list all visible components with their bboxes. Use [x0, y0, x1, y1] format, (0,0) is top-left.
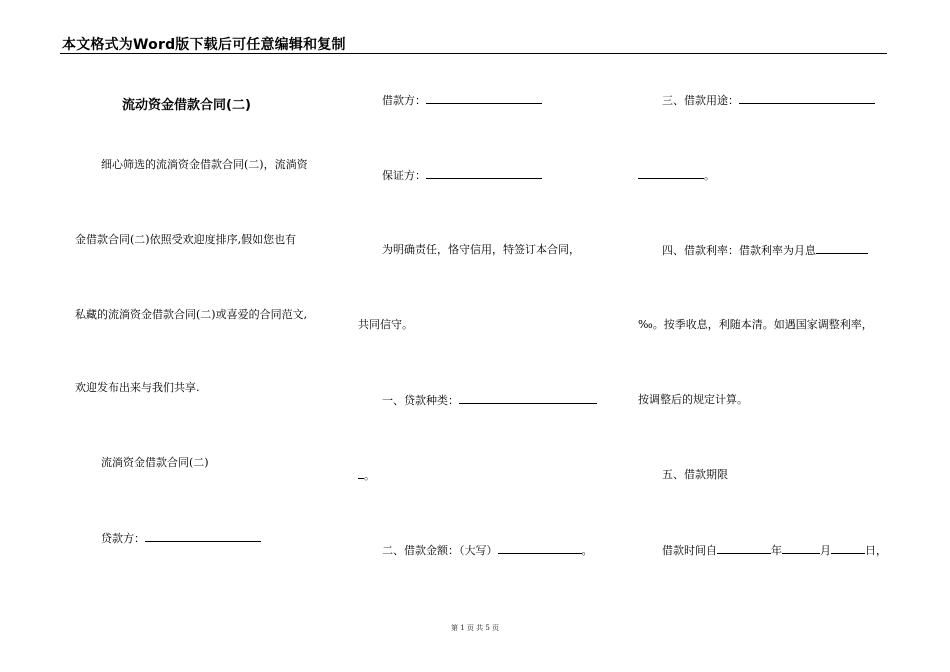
year-blank: [717, 543, 771, 554]
loan-purpose-line: [662, 93, 875, 108]
month-blank: [782, 543, 820, 554]
loan-type-line: [382, 393, 597, 408]
header-rule: [60, 53, 887, 54]
intro-line-1: 细心筛选的流淌资金借款合同(二)，流淌资: [101, 158, 308, 171]
borrower-blank: [426, 93, 542, 104]
loan-type-cont: [358, 468, 375, 483]
loan-type-blank: [459, 393, 597, 404]
borrower-label: 借款方：: [382, 94, 426, 107]
lender-blank: [145, 531, 261, 542]
guarantor-blank: [426, 168, 542, 179]
loan-amount-line: [382, 543, 593, 558]
page-footer: 第 1 页 共 5 页: [450, 624, 500, 632]
purpose-line-2: 共同信守。: [358, 318, 413, 331]
intro-line-3: 私藏的流淌资金借款合同(二)或喜爱的合同范文,: [75, 308, 308, 321]
loan-amount-label: 二、借款金额：（大写）: [382, 544, 498, 557]
day-label: 日，: [865, 544, 887, 557]
loan-purpose-end: 。: [704, 169, 715, 182]
lender-label: 贷款方：: [101, 532, 145, 545]
guarantor-label: 保证方：: [382, 169, 426, 182]
column-1: [75, 60, 325, 620]
contract-subtitle: 流淌资金借款合同(二): [101, 456, 209, 469]
lender-line: [101, 531, 261, 546]
column-2: [358, 60, 608, 620]
column-3: [638, 60, 888, 620]
month-label: 月: [820, 544, 831, 557]
borrower-line: [382, 93, 542, 108]
loan-amount-end: 。: [581, 544, 593, 557]
doc-title: 流动资金借款合同(二): [122, 98, 251, 113]
loan-amount-blank: [498, 543, 582, 554]
year-label: 年: [771, 544, 782, 557]
intro-line-2: 金借款合同(二)依照受欢迎度排序,假如您也有: [75, 233, 297, 246]
purpose-line-1: 为明确责任，恪守信用，特签订本合同，: [382, 243, 580, 256]
loan-purpose-label: 三、借款用途：: [662, 94, 739, 107]
day-blank: [831, 543, 865, 554]
interest-label: 四、借款利率：借款利率为月息: [662, 244, 816, 257]
intro-line-4: 欢迎发布出来与我们共享.: [75, 381, 200, 394]
interest-cont-line-2: 按调整后的规定计算。: [638, 393, 748, 406]
period-from-label: 借款时间自: [662, 544, 717, 557]
interest-cont-line: ‰。按季收息，利随本清。如遇国家调整利率，: [638, 318, 873, 331]
loan-purpose-cont: [638, 168, 715, 183]
interest-line: [662, 243, 868, 258]
loan-term-heading: 五、借款期限: [662, 468, 728, 481]
loan-period-line: [662, 543, 887, 558]
loan-purpose-blank: [739, 93, 875, 104]
interest-blank: [816, 243, 868, 254]
loan-purpose-cont-blank: [638, 168, 704, 179]
guarantor-line: [382, 168, 542, 183]
loan-type-label: 一、贷款种类：: [382, 394, 459, 407]
document-header-title: 本文格式为Word版下载后可任意编辑和复制: [62, 37, 346, 53]
loan-type-end: 。: [364, 469, 375, 482]
